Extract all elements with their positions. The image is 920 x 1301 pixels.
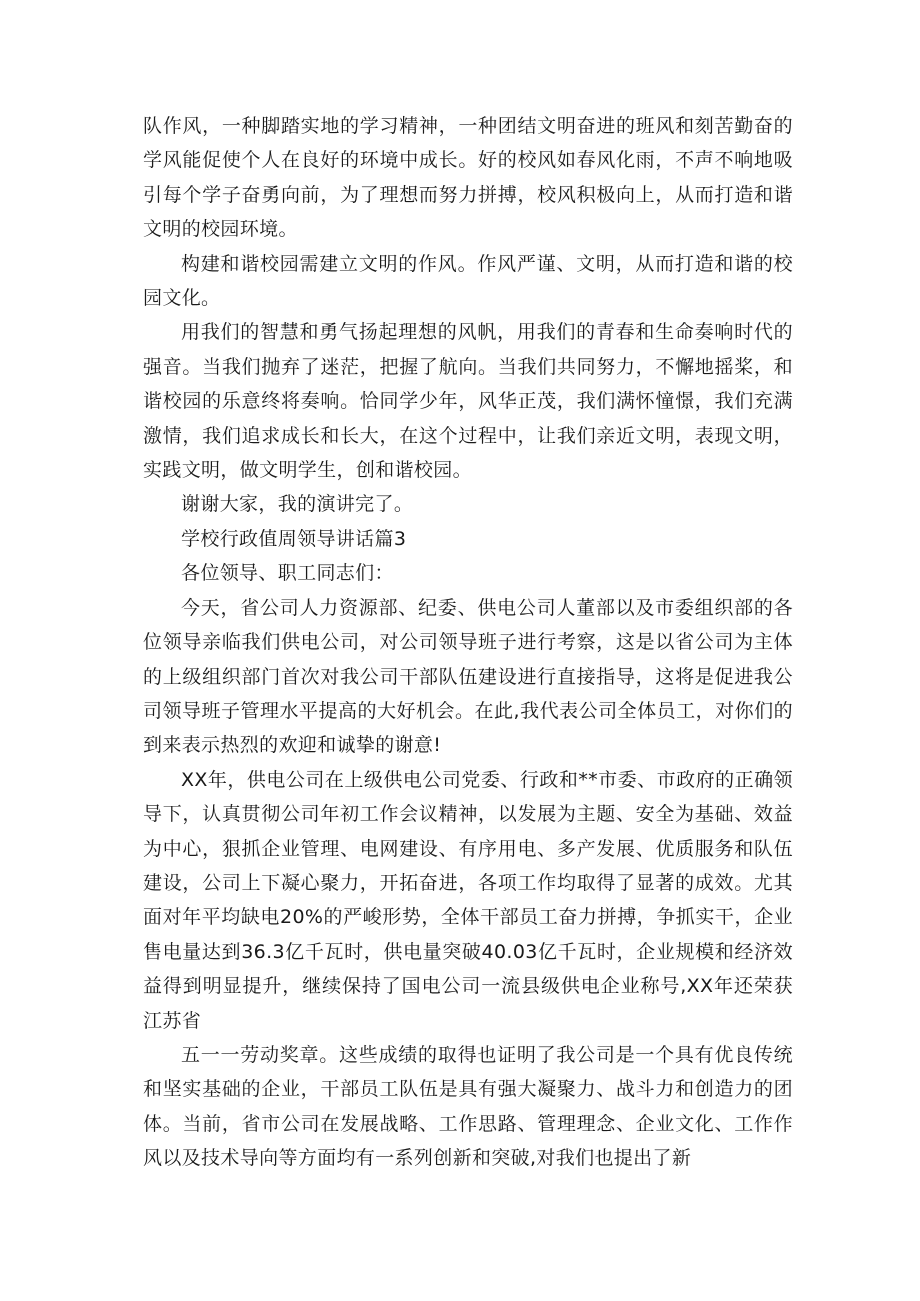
paragraph-5: 今天，省公司人力资源部、纪委、供电公司人董部以及市委组织部的各位领导亲临我们供电公司，对公司领导班子进行考察，这是以省公司为主体的上级组织部门首次对我公司干部队伍建设进行直接指导，这将是促进我公司领导班子管理水平提高的大好机会。在此,我代表公司全体员工，对你们的到来表示热烈的欢迎和诚挚的谢意!: [143, 596, 793, 757]
section-heading: 学校行政值周领导讲话篇3: [181, 527, 407, 550]
paragraph-1: 队作风，一种脚踏实地的学习精神，一种团结文明奋进的班风和刻苦勤奋的学风能促使个人在良好的环境中成长。好的校风如春风化雨，不声不响地吸引每个学子奋勇向前，为了理想而努力拼搏，校风积极向上，从而打造和谐文明的校园环境。: [143, 115, 793, 241]
paragraph-3: 用我们的智慧和勇气扬起理想的风帆，用我们的青春和生命奏响时代的强音。当我们抛弃了迷茫，把握了航向。当我们共同努力，不懈地摇桨，和谐校园的乐意终将奏响。恰同学少年，风华正茂，我们满怀憧憬，我们充满激情，我们追求成长和长大，在这个过程中，让我们亲近文明，表现文明，实践文明，做文明学生，创和谐校园。: [143, 321, 793, 482]
document-body: [143, 109, 793, 1176]
salutation: 各位领导、职工同志们：: [181, 562, 394, 585]
paragraph-2: 构建和谐校园需建立文明的作风。作风严谨、文明，从而打造和谐的校园文化。: [143, 252, 793, 310]
paragraph-7: 五一一劳动奖章。这些成绩的取得也证明了我公司是一个具有优良传统和坚实基础的企业，干部员工队伍是具有强大凝聚力、战斗力和创造力的团体。当前，省市公司在发展战略、工作思路、管理理念、企业文化、工作作风以及技术导向等方面均有一系列创新和突破,对我们也提出了新: [143, 1043, 793, 1170]
paragraph-4: 谢谢大家，我的演讲完了。: [181, 493, 414, 516]
paragraph-6: XX年，供电公司在上级供电公司党委、行政和**市委、市政府的正确领导下，认真贯彻公司年初工作会议精神，以发展为主题、安全为基础、效益为中心，狠抓企业管理、电网建设、有序用电、多产发展、优质服务和队伍建设，公司上下凝心聚力，开拓奋进，各项工作均取得了显著的成效。尤其面对年平均缺电20%的严峻形势，全体干部员工奋力拼搏，争抓实干，企业售电量达到36.3亿千瓦时，供电量突破40.03亿千瓦时，企业规模和经济效益得到明显提升，继续保持了国电公司一流县级供电企业称号,XX年还荣获江苏省: [143, 768, 793, 1032]
